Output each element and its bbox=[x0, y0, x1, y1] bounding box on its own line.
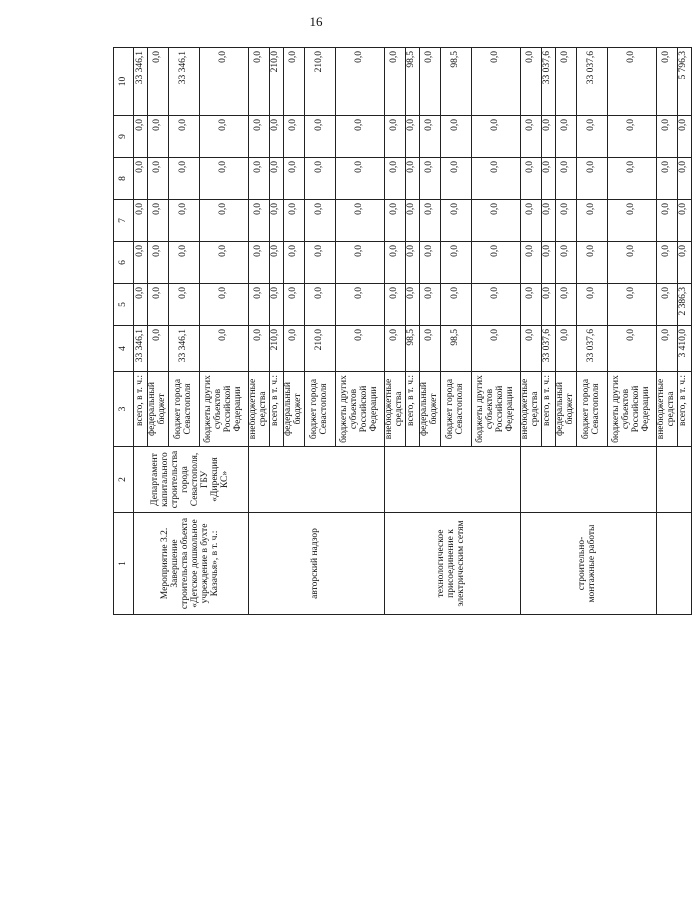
value-cell: 0,0 bbox=[555, 326, 576, 372]
value-cell: 0,0 bbox=[405, 242, 419, 284]
value-cell: 210,0 bbox=[269, 48, 283, 116]
value-cell: 0,0 bbox=[440, 158, 471, 200]
value-cell: 0,0 bbox=[384, 326, 405, 372]
value-cell: 0,0 bbox=[471, 284, 520, 326]
value-cell: 0,0 bbox=[304, 200, 335, 242]
value-cell: 0,0 bbox=[269, 116, 283, 158]
column-header: 10 bbox=[114, 48, 134, 116]
value-cell: 0,0 bbox=[656, 200, 677, 242]
value-cell: 0,0 bbox=[520, 200, 541, 242]
column-header: 3 bbox=[114, 372, 134, 447]
value-cell: 0,0 bbox=[607, 200, 656, 242]
funding-source-cell: бюджет города Севастополя bbox=[304, 372, 335, 447]
value-cell: 0,0 bbox=[148, 242, 169, 284]
value-cell: 0,0 bbox=[283, 284, 304, 326]
value-cell: 0,0 bbox=[520, 48, 541, 116]
value-cell: 0,0 bbox=[576, 200, 607, 242]
value-cell: 0,0 bbox=[148, 48, 169, 116]
value-cell: 0,0 bbox=[440, 242, 471, 284]
value-cell: 0,0 bbox=[134, 284, 148, 326]
funding-source-cell: внебюджетные средства bbox=[384, 372, 405, 447]
value-cell: 3 410,0 bbox=[677, 326, 691, 372]
value-cell: 0,0 bbox=[419, 200, 440, 242]
value-cell: 0,0 bbox=[134, 242, 148, 284]
value-cell: 0,0 bbox=[168, 284, 199, 326]
executor-cell bbox=[384, 447, 520, 513]
value-cell: 0,0 bbox=[541, 158, 555, 200]
funding-source-cell: всего, в т. ч.: bbox=[134, 372, 148, 447]
budget-table bbox=[113, 47, 692, 615]
value-cell: 0,0 bbox=[419, 48, 440, 116]
value-cell: 0,0 bbox=[248, 284, 269, 326]
value-cell: 0,0 bbox=[440, 200, 471, 242]
value-cell: 0,0 bbox=[520, 242, 541, 284]
value-cell: 0,0 bbox=[471, 242, 520, 284]
funding-source-cell: внебюджетные средства bbox=[248, 372, 269, 447]
value-cell: 0,0 bbox=[335, 116, 384, 158]
value-cell: 0,0 bbox=[607, 284, 656, 326]
value-cell: 0,0 bbox=[471, 48, 520, 116]
value-cell: 33 037,6 bbox=[576, 48, 607, 116]
value-cell: 33 037,6 bbox=[576, 326, 607, 372]
value-cell: 0,0 bbox=[199, 48, 248, 116]
column-header: 7 bbox=[114, 200, 134, 242]
executor-cell bbox=[248, 447, 384, 513]
value-cell: 0,0 bbox=[405, 200, 419, 242]
value-cell: 210,0 bbox=[304, 48, 335, 116]
value-cell: 0,0 bbox=[576, 158, 607, 200]
value-cell: 0,0 bbox=[656, 284, 677, 326]
value-cell: 0,0 bbox=[304, 242, 335, 284]
value-cell: 0,0 bbox=[199, 158, 248, 200]
value-cell: 0,0 bbox=[555, 48, 576, 116]
value-cell: 0,0 bbox=[440, 116, 471, 158]
value-cell: 0,0 bbox=[555, 158, 576, 200]
value-cell: 0,0 bbox=[335, 242, 384, 284]
value-cell: 0,0 bbox=[148, 200, 169, 242]
value-cell: 0,0 bbox=[199, 284, 248, 326]
value-cell: 98,5 bbox=[440, 326, 471, 372]
column-header: 9 bbox=[114, 116, 134, 158]
value-cell: 0,0 bbox=[148, 116, 169, 158]
value-cell: 0,0 bbox=[134, 116, 148, 158]
value-cell: 0,0 bbox=[335, 200, 384, 242]
value-cell: 210,0 bbox=[304, 326, 335, 372]
value-cell: 0,0 bbox=[419, 326, 440, 372]
value-cell: 0,0 bbox=[269, 200, 283, 242]
value-cell: 0,0 bbox=[607, 242, 656, 284]
value-cell: 0,0 bbox=[269, 158, 283, 200]
value-cell: 0,0 bbox=[168, 242, 199, 284]
value-cell: 0,0 bbox=[656, 158, 677, 200]
value-cell: 0,0 bbox=[384, 284, 405, 326]
value-cell: 0,0 bbox=[269, 242, 283, 284]
executor-cell bbox=[656, 447, 691, 513]
value-cell: 0,0 bbox=[607, 326, 656, 372]
value-cell: 98,5 bbox=[405, 326, 419, 372]
value-cell: 0,0 bbox=[248, 326, 269, 372]
funding-source-cell: бюджеты других субъектов Российской Федерации bbox=[199, 372, 248, 447]
table-row bbox=[384, 48, 405, 615]
value-cell: 0,0 bbox=[283, 242, 304, 284]
value-cell: 0,0 bbox=[134, 158, 148, 200]
funding-source-cell: всего, в т. ч.: bbox=[541, 372, 555, 447]
value-cell: 0,0 bbox=[607, 48, 656, 116]
value-cell: 33 037,6 bbox=[541, 48, 555, 116]
value-cell: 0,0 bbox=[269, 284, 283, 326]
activity-name-cell: Мероприятие 3.2. Завершение строительства объекта «Детское дошкольное учреждение в бухте Казачья», в т. ч.: bbox=[134, 513, 249, 615]
activity-name-cell: технологическое присоединение к электрическим сетям bbox=[384, 513, 520, 615]
funding-source-cell: федеральный бюджет bbox=[283, 372, 304, 447]
value-cell: 0,0 bbox=[677, 158, 691, 200]
funding-source-cell: всего, в т. ч.: bbox=[405, 372, 419, 447]
value-cell: 0,0 bbox=[304, 158, 335, 200]
funding-source-cell: федеральный бюджет bbox=[555, 372, 576, 447]
funding-source-cell: федеральный бюджет bbox=[419, 372, 440, 447]
value-cell: 0,0 bbox=[335, 326, 384, 372]
value-cell: 0,0 bbox=[335, 48, 384, 116]
value-cell: 0,0 bbox=[199, 116, 248, 158]
value-cell: 2 386,3 bbox=[677, 284, 691, 326]
activity-name-cell bbox=[656, 513, 691, 615]
funding-source-cell: бюджеты других субъектов Российской Федерации bbox=[471, 372, 520, 447]
value-cell: 0,0 bbox=[335, 158, 384, 200]
table-row bbox=[248, 48, 269, 615]
value-cell: 0,0 bbox=[199, 242, 248, 284]
value-cell: 0,0 bbox=[440, 284, 471, 326]
value-cell: 0,0 bbox=[283, 200, 304, 242]
value-cell: 0,0 bbox=[555, 242, 576, 284]
value-cell: 33 346,1 bbox=[168, 326, 199, 372]
value-cell: 0,0 bbox=[520, 326, 541, 372]
value-cell: 0,0 bbox=[555, 200, 576, 242]
value-cell: 0,0 bbox=[384, 242, 405, 284]
value-cell: 0,0 bbox=[168, 116, 199, 158]
executor-cell: Департамент капитального строительства города Севастополя, ГБУ «Дирекция КС» bbox=[134, 447, 249, 513]
column-header: 5 bbox=[114, 284, 134, 326]
value-cell: 0,0 bbox=[576, 242, 607, 284]
value-cell: 0,0 bbox=[283, 48, 304, 116]
value-cell: 0,0 bbox=[248, 48, 269, 116]
value-cell: 0,0 bbox=[656, 326, 677, 372]
value-cell: 0,0 bbox=[541, 242, 555, 284]
funding-source-cell: внебюджетные средства bbox=[656, 372, 677, 447]
funding-source-cell: бюджеты других субъектов Российской Федерации bbox=[335, 372, 384, 447]
value-cell: 0,0 bbox=[405, 284, 419, 326]
value-cell: 0,0 bbox=[283, 158, 304, 200]
page-number: 16 bbox=[309, 14, 323, 29]
column-header: 8 bbox=[114, 158, 134, 200]
value-cell: 98,5 bbox=[440, 48, 471, 116]
column-header: 4 bbox=[114, 326, 134, 372]
value-cell: 0,0 bbox=[419, 158, 440, 200]
value-cell: 0,0 bbox=[199, 200, 248, 242]
column-header: 6 bbox=[114, 242, 134, 284]
value-cell: 0,0 bbox=[384, 116, 405, 158]
value-cell: 0,0 bbox=[656, 242, 677, 284]
funding-source-cell: бюджет города Севастополя bbox=[168, 372, 199, 447]
value-cell: 33 346,1 bbox=[134, 48, 148, 116]
value-cell: 0,0 bbox=[199, 326, 248, 372]
value-cell: 0,0 bbox=[471, 200, 520, 242]
value-cell: 0,0 bbox=[384, 200, 405, 242]
value-cell: 0,0 bbox=[384, 158, 405, 200]
value-cell: 0,0 bbox=[656, 116, 677, 158]
value-cell: 0,0 bbox=[134, 200, 148, 242]
value-cell: 0,0 bbox=[471, 326, 520, 372]
value-cell: 33 346,1 bbox=[168, 48, 199, 116]
activity-name-cell: авторский надзор bbox=[248, 513, 384, 615]
value-cell: 0,0 bbox=[541, 284, 555, 326]
header-row bbox=[114, 48, 134, 615]
value-cell: 0,0 bbox=[576, 284, 607, 326]
value-cell: 0,0 bbox=[283, 326, 304, 372]
value-cell: 0,0 bbox=[283, 116, 304, 158]
funding-source-cell: внебюджетные средства bbox=[520, 372, 541, 447]
value-cell: 0,0 bbox=[541, 116, 555, 158]
value-cell: 0,0 bbox=[304, 116, 335, 158]
column-header: 2 bbox=[114, 447, 134, 513]
value-cell: 0,0 bbox=[607, 158, 656, 200]
executor-cell bbox=[520, 447, 656, 513]
funding-source-cell: бюджет города Севастополя bbox=[576, 372, 607, 447]
rotated-table-wrapper bbox=[113, 48, 689, 615]
value-cell: 0,0 bbox=[405, 158, 419, 200]
value-cell: 0,0 bbox=[555, 116, 576, 158]
value-cell: 0,0 bbox=[419, 116, 440, 158]
table-row bbox=[134, 48, 148, 615]
value-cell: 0,0 bbox=[304, 284, 335, 326]
value-cell: 0,0 bbox=[384, 48, 405, 116]
value-cell: 0,0 bbox=[677, 116, 691, 158]
funding-source-cell: всего, в т. ч.: bbox=[677, 372, 691, 447]
value-cell: 0,0 bbox=[168, 158, 199, 200]
value-cell: 0,0 bbox=[520, 284, 541, 326]
value-cell: 0,0 bbox=[520, 158, 541, 200]
column-header: 1 bbox=[114, 513, 134, 615]
value-cell: 0,0 bbox=[419, 284, 440, 326]
value-cell: 0,0 bbox=[248, 200, 269, 242]
value-cell: 0,0 bbox=[335, 284, 384, 326]
table-row bbox=[520, 48, 541, 615]
table-row bbox=[656, 48, 677, 615]
value-cell: 0,0 bbox=[248, 242, 269, 284]
value-cell: 0,0 bbox=[168, 200, 199, 242]
value-cell: 0,0 bbox=[541, 200, 555, 242]
value-cell: 0,0 bbox=[419, 242, 440, 284]
value-cell: 0,0 bbox=[471, 116, 520, 158]
value-cell: 0,0 bbox=[576, 116, 607, 158]
value-cell: 5 796,3 bbox=[677, 48, 691, 116]
value-cell: 0,0 bbox=[677, 242, 691, 284]
value-cell: 0,0 bbox=[248, 158, 269, 200]
funding-source-cell: всего, в т. ч.: bbox=[269, 372, 283, 447]
value-cell: 0,0 bbox=[555, 284, 576, 326]
value-cell: 0,0 bbox=[148, 284, 169, 326]
value-cell: 0,0 bbox=[677, 200, 691, 242]
value-cell: 33 037,6 bbox=[541, 326, 555, 372]
value-cell: 0,0 bbox=[248, 116, 269, 158]
funding-source-cell: бюджеты других субъектов Российской Федерации bbox=[607, 372, 656, 447]
value-cell: 0,0 bbox=[405, 116, 419, 158]
value-cell: 0,0 bbox=[471, 158, 520, 200]
value-cell: 0,0 bbox=[520, 116, 541, 158]
value-cell: 33 346,1 bbox=[134, 326, 148, 372]
value-cell: 0,0 bbox=[656, 48, 677, 116]
funding-source-cell: бюджет города Севастополя bbox=[440, 372, 471, 447]
funding-source-cell: федеральный бюджет bbox=[148, 372, 169, 447]
value-cell: 98,5 bbox=[405, 48, 419, 116]
value-cell: 0,0 bbox=[148, 158, 169, 200]
value-cell: 0,0 bbox=[148, 326, 169, 372]
value-cell: 0,0 bbox=[607, 116, 656, 158]
activity-name-cell: строительно-монтажные работы bbox=[520, 513, 656, 615]
value-cell: 210,0 bbox=[269, 326, 283, 372]
